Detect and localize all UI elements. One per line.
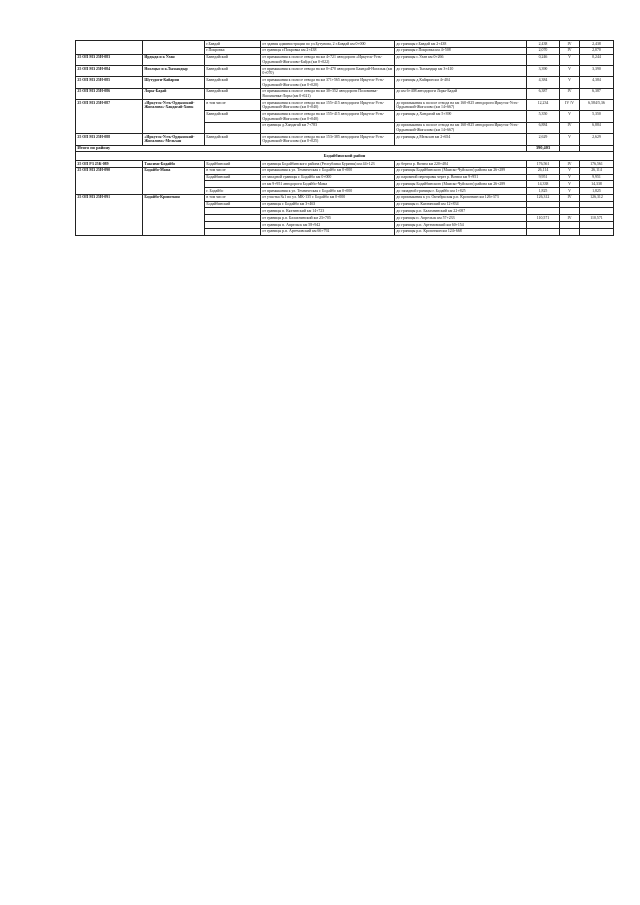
length-cell: 1,825 bbox=[527, 188, 560, 195]
length-cell: 14,338 bbox=[527, 181, 560, 188]
category-cell: IV /V bbox=[560, 100, 580, 111]
total-cell: 2,070 bbox=[580, 47, 614, 54]
road-code: 25 ОП МЗ 25Н-090 bbox=[76, 167, 143, 194]
road-name: Бодайбо-Мама bbox=[143, 167, 205, 194]
category-cell bbox=[560, 201, 580, 208]
district-cell: Бавндайский bbox=[205, 88, 261, 99]
table-row bbox=[76, 88, 614, 99]
start-cell: от западной границы г. Бодайбо км 0+000 bbox=[261, 174, 395, 181]
length-cell: 4,384 bbox=[527, 77, 560, 88]
total-cell: 6,584/5,36 bbox=[580, 100, 614, 111]
end-cell: до границы д.Кайарин км 4+404 bbox=[395, 77, 527, 88]
end-cell: до границы п. Апрельск км 57+233 bbox=[395, 215, 527, 222]
length-cell: 6,387 bbox=[527, 88, 560, 99]
district-cell bbox=[205, 122, 261, 133]
district-cell: г.Бавдай bbox=[205, 41, 261, 48]
end-cell: до примыкания к ул. Октябрьская р.п. Кропоткин км 126+373 bbox=[395, 194, 527, 201]
total-cell: 126,312 bbox=[580, 194, 614, 201]
road-code: 25 ОП МЗ 25Н-083 bbox=[76, 54, 143, 65]
roads-table bbox=[75, 40, 614, 236]
length-cell: 3,390 bbox=[527, 65, 560, 76]
table-row bbox=[76, 160, 614, 167]
total-cell: 1,825 bbox=[580, 188, 614, 195]
table-row bbox=[76, 77, 614, 88]
road-code: 25 ОП МЗ 25Н-086 bbox=[76, 88, 143, 99]
end-cell: до границы д.Хандагай км 5+390 bbox=[395, 111, 527, 122]
start-cell: от границы р.п. Балахнинский км 23+705 bbox=[261, 215, 395, 222]
end-cell: до границы п. Кяхтинский км 12+834 bbox=[395, 201, 527, 208]
length-cell: 5,350 bbox=[527, 111, 560, 122]
length-cell: 6,884 bbox=[527, 122, 560, 133]
start-cell: от примыкания к полосе отвода на км 30+352 автодороги Половинка-Васильевка-Лоры (км 0+021) bbox=[261, 88, 395, 99]
length-cell bbox=[527, 228, 560, 235]
end-cell: до границы Бодайбинского (Мамско-Чуйского) района км 26+289 bbox=[395, 167, 527, 174]
road-name: Таксимо-Бодайбо bbox=[143, 160, 205, 167]
length-cell bbox=[527, 221, 560, 228]
district-section-header bbox=[76, 152, 614, 161]
category-cell: IV bbox=[560, 122, 580, 133]
start-cell: от границы п. Апрельск км 58+942 bbox=[261, 221, 395, 228]
road-code: 25 ОП МЗ 25Н-085 bbox=[76, 77, 143, 88]
start-cell: от примыкания к полосе отвода на км 153+385 автодороги Иркутск-Усть-Ордынский-Жигалово (км 0+025) bbox=[261, 134, 395, 145]
district-cell bbox=[205, 181, 261, 188]
start-cell: от км 9+951 автодороги Бодайбо-Мама bbox=[261, 181, 395, 188]
category-cell bbox=[560, 221, 580, 228]
length-cell: 0,246 bbox=[527, 54, 560, 65]
start-cell: от примыкания к полосе отвода на км 155+415 автодороги Иркутск-Усть-Ордынский-Жигалово (км 0+040) bbox=[261, 111, 395, 122]
category-cell bbox=[560, 208, 580, 215]
category-cell: V bbox=[560, 77, 580, 88]
length-cell bbox=[527, 208, 560, 215]
category-cell: IV bbox=[560, 41, 580, 48]
road-code: 25 ОП РЗ 25К-089 bbox=[76, 160, 143, 167]
start-cell: от участка №1 по ул. МК-135 г. Бодайбо км 0+000 bbox=[261, 194, 395, 201]
district-cell: в том числе bbox=[205, 194, 261, 201]
category-cell: V bbox=[560, 111, 580, 122]
start-cell: от примыкания к полосе отвода на км 371+565 автодороги Иркутск-Усть-Ордынский-Жигалово (км 0+020) bbox=[261, 77, 395, 88]
length-cell: 12,234 bbox=[527, 100, 560, 111]
length-cell: 110,571 bbox=[527, 215, 560, 222]
start-cell: от границы п. Кяхтинский км 14+723 bbox=[261, 208, 395, 215]
total-cell: 14,338 bbox=[580, 181, 614, 188]
end-cell: до границы д.Мельхан км 2+654 bbox=[395, 134, 527, 145]
category-cell: IV bbox=[560, 215, 580, 222]
table-row bbox=[76, 194, 614, 201]
total-cell bbox=[580, 201, 614, 208]
road-name bbox=[143, 41, 205, 55]
table-row bbox=[76, 65, 614, 76]
total-cell bbox=[580, 208, 614, 215]
category-cell: IV bbox=[560, 194, 580, 201]
length-cell: 2,438 bbox=[527, 41, 560, 48]
road-code: 25 ОП МЗ 25Н-088 bbox=[76, 134, 143, 145]
road-code: 25 ОП МЗ 25Н-084 bbox=[76, 65, 143, 76]
district-cell: Бавндайский bbox=[205, 134, 261, 145]
district-cell bbox=[205, 221, 261, 228]
total-cell bbox=[580, 228, 614, 235]
start-cell: от примыкания к полосе отвода на км 0+470 автодороги Баяндай-Нагалык (км 0+070) bbox=[261, 65, 395, 76]
start-cell: от границы г.Покровка км 2+438 bbox=[261, 47, 395, 54]
length-cell: 2,629 bbox=[527, 134, 560, 145]
category-cell: V bbox=[560, 65, 580, 76]
road-name: Бодайбо-Кропоткин bbox=[143, 194, 205, 235]
district-cell: в том числе bbox=[205, 100, 261, 111]
total-cell: 176,561 bbox=[580, 160, 614, 167]
table-row bbox=[76, 134, 614, 145]
end-cell: до км 6+408 автодороги Лоры-Бадай bbox=[395, 88, 527, 99]
end-cell: до берега р. Витим км 220+484 bbox=[395, 160, 527, 167]
district-cell: Бавндайский bbox=[205, 65, 261, 76]
category-cell: IV bbox=[560, 160, 580, 167]
end-cell: до западной границы г. Бодайбо км 1+825 bbox=[395, 188, 527, 195]
road-name: Ноолцыс и к.Тыхындыр bbox=[143, 65, 205, 76]
total-cell: 0,244 bbox=[580, 54, 614, 65]
length-cell: 176,561 bbox=[527, 160, 560, 167]
road-code bbox=[76, 41, 143, 55]
district-total-label: Итого по району bbox=[76, 145, 527, 152]
district-cell: Бодайбинский bbox=[205, 174, 261, 181]
road-name: «Иркутск-Усть-Ордынский-Жигалово»-Хандагай-Хоюк bbox=[143, 100, 205, 134]
total-cell: 5,350 bbox=[580, 111, 614, 122]
category-cell: V bbox=[560, 134, 580, 145]
end-cell: до границы с.Тыхындыр км 3+410 bbox=[395, 65, 527, 76]
total-cell: 110,571 bbox=[580, 215, 614, 222]
category-cell bbox=[560, 228, 580, 235]
length-cell: 2,070 bbox=[527, 47, 560, 54]
category-cell: V bbox=[560, 181, 580, 188]
road-code: 25 ОП МЗ 25Н-091 bbox=[76, 194, 143, 235]
end-cell: до границы р.п. Кропоткин км 124+668 bbox=[395, 228, 527, 235]
end-cell: до границы р.п. Балахнинский км 22+087 bbox=[395, 208, 527, 215]
district-cell: Бавндайский bbox=[205, 77, 261, 88]
total-cell: 26,114 bbox=[580, 167, 614, 174]
start-cell: от границы д.Хандагай км 7+783 bbox=[261, 122, 395, 133]
start-cell: от примыкания к полосе отвода на км 155+415 автодороги Иркутск-Усть-Ордынский-Жигалово (км 0+040) bbox=[261, 100, 395, 111]
end-cell: до границы с.Улан км 0+266 bbox=[395, 54, 527, 65]
district-cell: Бодайбинский bbox=[205, 201, 261, 208]
district-cell: Бавндайский bbox=[205, 54, 261, 65]
total-cell: 2,438 bbox=[580, 41, 614, 48]
road-name: Ирдыда и к Улан bbox=[143, 54, 205, 65]
category-cell: V bbox=[560, 167, 580, 174]
district-cell bbox=[205, 215, 261, 222]
district-cell: г.Покровка bbox=[205, 47, 261, 54]
table-row bbox=[76, 54, 614, 65]
end-cell: до границы р.п. Артемовский км 60+154 bbox=[395, 221, 527, 228]
end-cell: до паромной переправы через р. Витим км 9+951 bbox=[395, 174, 527, 181]
start-cell: от здания администрации по ул.Бутунова, 2 г.Бавдай км 0+000 bbox=[261, 41, 395, 48]
district-total-row bbox=[76, 145, 614, 152]
total-cell: 9,951 bbox=[580, 174, 614, 181]
total-cell: 3,390 bbox=[580, 65, 614, 76]
road-name: Лоры-Бадай bbox=[143, 88, 205, 99]
category-cell: V bbox=[560, 188, 580, 195]
table-row bbox=[76, 167, 614, 174]
end-cell: до примыкания к полосе отвода на км 160+825 автодороги Иркутск-Усть-Ордынский-Жигалово (км 14+667) bbox=[395, 122, 527, 133]
category-cell: IV bbox=[560, 88, 580, 99]
district-cell: г. Бодайбо bbox=[205, 188, 261, 195]
category-cell: V bbox=[560, 174, 580, 181]
end-cell: до границы г.Покровка км 4+508 bbox=[395, 47, 527, 54]
end-cell: до границы г.Бавдай км 2+438 bbox=[395, 41, 527, 48]
end-cell: до границы Бодайбинского (Мамско-Чуйского) района км 26+289 bbox=[395, 181, 527, 188]
start-cell: от границы г. Бодайбо км 3+463 bbox=[261, 201, 395, 208]
district-cell: Бавндайский bbox=[205, 111, 261, 122]
category-cell: V bbox=[560, 54, 580, 65]
district-total-value: 390,403 bbox=[527, 145, 560, 152]
district-title: Бодайбинский район bbox=[76, 152, 614, 161]
start-cell: от границы Бодайбинского района (Республика Бурятия) км 44+123 bbox=[261, 160, 395, 167]
length-cell bbox=[527, 201, 560, 208]
table-row bbox=[76, 41, 614, 48]
district-cell: Бодайбинский bbox=[205, 160, 261, 167]
road-name: Шутудоги-Кайарин bbox=[143, 77, 205, 88]
road-name: «Иркутск-Усть-Ордынский-Жигалово»-Мельхан bbox=[143, 134, 205, 145]
length-cell: 126,312 bbox=[527, 194, 560, 201]
table-row bbox=[76, 100, 614, 111]
length-cell: 26,114 bbox=[527, 167, 560, 174]
start-cell: от примыкания к ул. Техническая г. Бодайбо км 0+000 bbox=[261, 188, 395, 195]
road-code: 25 ОП МЗ 25Н-087 bbox=[76, 100, 143, 134]
start-cell: от примыкания к полосе отвода на км 4+721 автодороги «Иркутск-Усть-Ордынский-Жигалово-Байда (км 0+022) bbox=[261, 54, 395, 65]
start-cell: от границы р.п. Артемовский км 66+792 bbox=[261, 228, 395, 235]
total-cell bbox=[580, 221, 614, 228]
total-cell: 4,384 bbox=[580, 77, 614, 88]
total-cell: 2,629 bbox=[580, 134, 614, 145]
start-cell: от примыкания к ул. Техническая г. Бодайбо км 0+000 bbox=[261, 167, 395, 174]
end-cell: до примыкания к полосе отвода на км 160+825 автодороги Иркутск-Усть-Ордынский-Жигалово (км 14+667) bbox=[395, 100, 527, 111]
total-cell: 6,387 bbox=[580, 88, 614, 99]
length-cell: 9,951 bbox=[527, 174, 560, 181]
district-cell: в том числе bbox=[205, 167, 261, 174]
district-cell bbox=[205, 208, 261, 215]
total-cell: 6,884 bbox=[580, 122, 614, 133]
district-cell bbox=[205, 228, 261, 235]
category-cell: IV bbox=[560, 47, 580, 54]
